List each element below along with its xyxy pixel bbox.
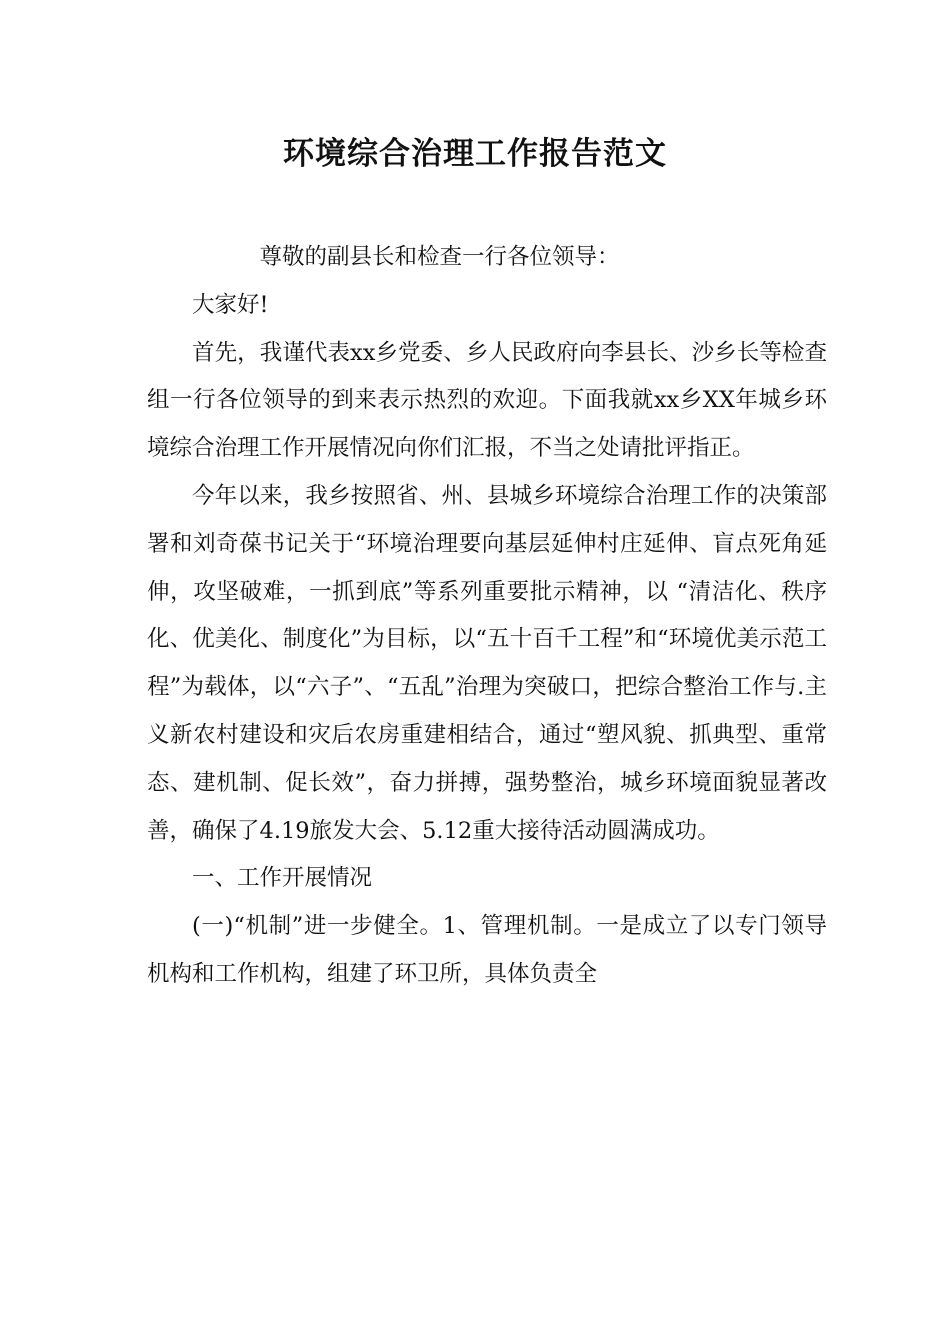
intro-paragraph: 首先，我谨代表xx乡党委、乡人民政府向李县长、沙乡长等检查组一行各位领导的到来表示热烈的欢迎。下面我就xx乡XX年城乡环境综合治理工作开展情况向你们汇报，不当之处请批评指正。 — [147, 339, 827, 462]
mechanism-paragraph: (一)“机制”进一步健全。1、管理机制。一是成立了以专门领导机构和工作机构，组建了环卫所，具体负责全 — [147, 913, 827, 987]
document-title: 环境综合治理工作报告范文 — [283, 136, 667, 172]
overview-paragraph: 今年以来，我乡按照省、州、县城乡环境综合治理工作的决策部署和刘奇葆书记关于“环境治理要向基层延伸村庄延伸、盲点死角延伸，攻坚破难，一抓到底”等系列重要批示精神，以 “清洁化、秩序化、优美化、制度化”为目标，以“五十百千工程”和“环境优美示范工程”为载体，以“六子”、“五乱”治理为突破口，把综合整治工作与.主义新农村建设和灾后农房重建相结合，通过“塑风貌、抓典型、重常态、建机制、促长效”，奋力拼搏，强势整治，城乡环境面貌显著改善，确保了4.19旅发大会、5.12重大接待活动圆满成功。 — [147, 482, 827, 844]
section-heading: 一、工作开展情况 — [192, 865, 373, 892]
greeting-paragraph: 大家好! — [192, 291, 269, 318]
document-body — [147, 234, 827, 999]
salutation-paragraph: 尊敬的副县长和检查一行各位领导： — [259, 244, 620, 270]
